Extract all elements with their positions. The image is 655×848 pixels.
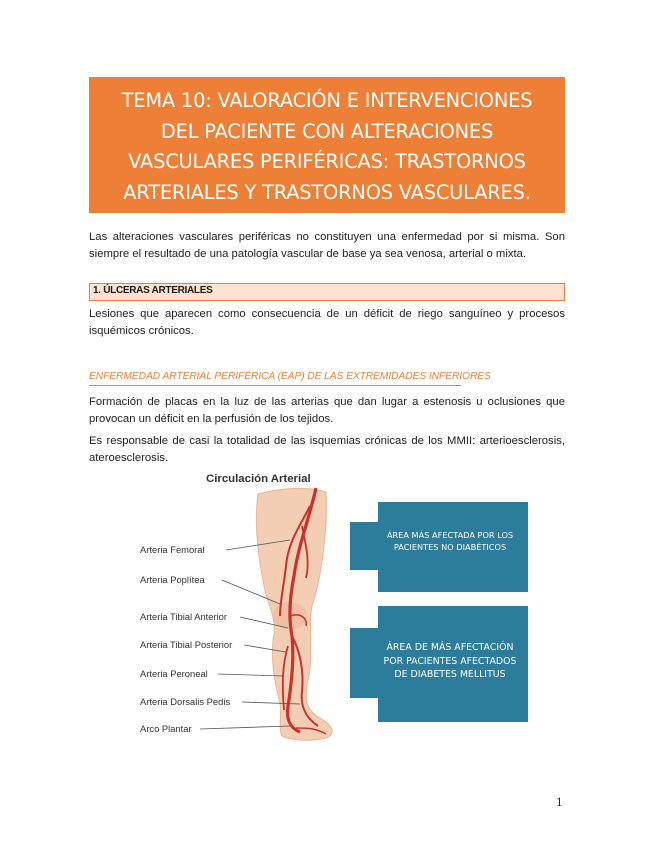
section-paragraph: Lesiones que aparecen como consecuencia de un déficit de riego sanguíneo y procesos isquémicos crónicos. [89,308,565,337]
page-number: 1 [556,794,563,809]
title-line: VASCULARES PERIFÉRICAS: TRASTORNOS [128,150,526,174]
callout-top-text: ÁREA MÁS AFECTADA POR LOS PACIENTES NO DIABÉTICOS [386,530,514,552]
label-peroneal: Arteria Peroneal [140,668,208,679]
paragraph-plaques: Formación de placas en la luz de las arterias que dan lugar a estenosis u oclusiones que provocan un déficit en la perfusión de los tejidos. [89,396,565,425]
label-poplitea: Arteria Poplítea [140,574,205,585]
intro-paragraph: Las alteraciones vasculares periféricas no constituyen una enfermedad por si misma. Son siempre el resultado de una patología vascular de base ya sea venosa, arterial o mixta. [89,231,565,260]
title-line: ARTERIALES Y TRASTORNOS VASCULARES. [123,180,531,204]
label-tibial-anterior: Arteria Tibial Anterior [140,611,228,622]
document-title-banner [89,77,565,213]
label-dorsalis-pedis: Arteria Dorsalis Pedis [140,696,231,707]
label-arco-plantar: Arco Plantar [140,723,192,734]
callout-bottom-text: ÁREA DE MÁS AFECTACIÓN POR PACIENTES AFECTADOS DE DIABETES MELLITUS [383,642,517,680]
title-line: DEL PACIENTE CON ALTERACIONES [160,119,494,143]
subheading-underline [89,385,461,386]
figure-title: Circulación Arterial [206,473,311,485]
title-line: TEMA 10: VALORACIÓN E INTERVENCIONES [121,89,533,112]
paragraph-ischemia: Es responsable de casi la totalidad de las isquemias crónicas de los MMII: arterioesclerosis, ateroesclerosis. [89,435,565,464]
section-heading: 1. ÚLCERAS ARTERIALES [93,285,213,296]
subheading: ENFERMEDAD ARTERIAL PERIFÉRICA (EAP) DE LAS EXTREMIDADES INFERIORES [89,371,491,382]
section-heading-bar [89,283,565,301]
label-tibial-posterior: Arteria Tibial Posterior [140,639,233,650]
label-femoral: Arteria Femoral [140,544,205,555]
arterial-circulation-figure [130,466,530,756]
